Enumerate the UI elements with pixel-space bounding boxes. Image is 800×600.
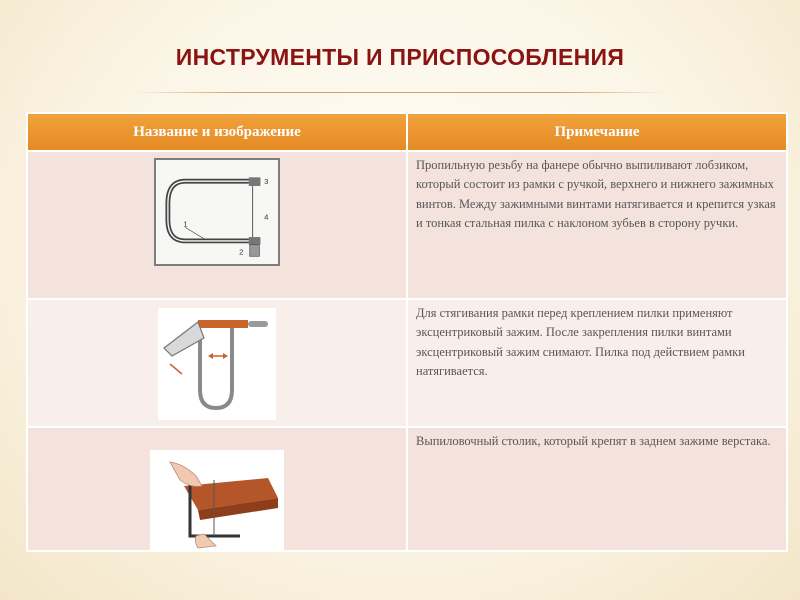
image-cell [27, 299, 407, 427]
fretsaw-icon [154, 158, 280, 266]
tools-table [26, 112, 788, 552]
note-cell: Пропильную резьбу на фанере обычно выпиливают лобзиком, который состоит из рамки с ручкой, верхнего и нижнего зажимных винтов. Между зажимными винтами натягивается и крепится узкая и тонкая стальная пилка с наклоном зубьев в сторону ручки. [407, 151, 787, 299]
callout-2: 2 [239, 247, 244, 257]
note-cell: Для стягивания рамки перед креплением пилки применяют эксцентриковый зажим. После закрепления пилки винтами эксцентриковый зажим снимают. Пилка под действием рамки натягивается. [407, 299, 787, 427]
slide-title: ИНСТРУМЕНТЫ И ПРИСПОСОБЛЕНИЯ [175, 44, 625, 70]
table-row [27, 299, 787, 427]
callout-3: 3 [264, 177, 269, 187]
callout-4: 4 [264, 212, 269, 222]
note-cell: Выпиловочный столик, который крепят в заднем зажиме верстака. [407, 427, 787, 551]
title-divider [130, 92, 670, 93]
callout-1: 1 [183, 219, 188, 229]
sawing-table-icon [150, 450, 284, 550]
header-name-and-image: Название и изображение [27, 113, 407, 151]
table-header-row [27, 113, 787, 151]
table-row [27, 151, 787, 299]
image-cell [27, 151, 407, 299]
table-row [27, 427, 787, 551]
image-cell [27, 427, 407, 551]
header-note: Примечание [407, 113, 787, 151]
eccentric-clamp-icon [158, 308, 276, 420]
